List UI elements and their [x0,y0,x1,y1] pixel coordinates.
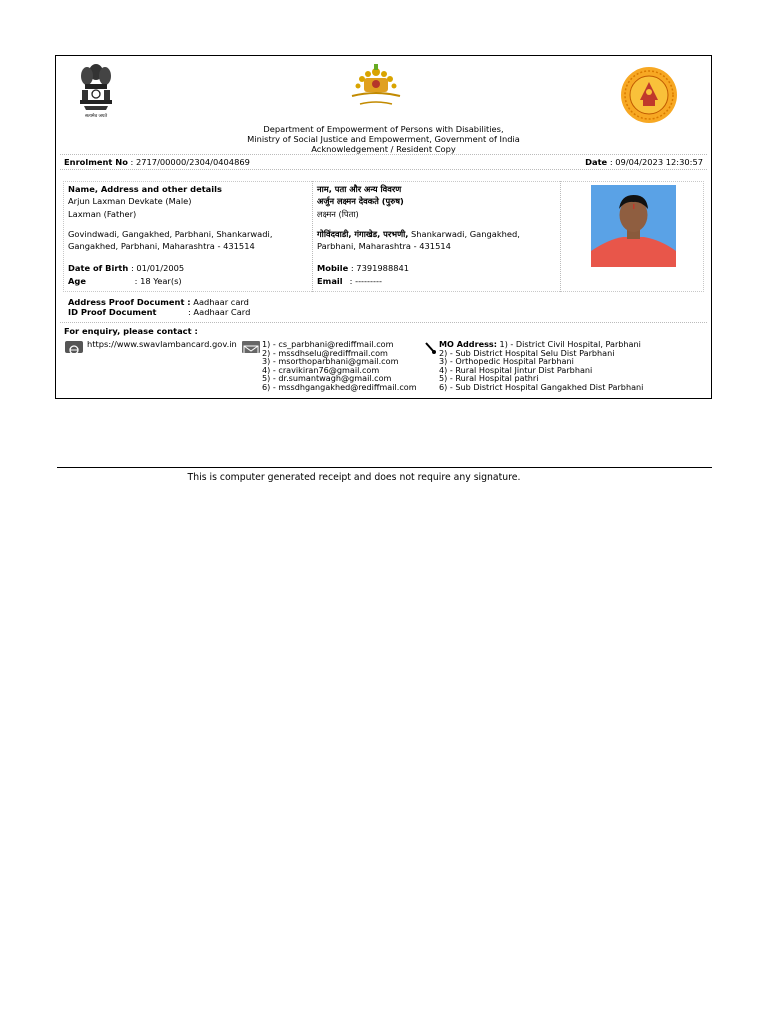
date-value: : 09/04/2023 12:30:57 [609,157,703,167]
doctor-icon [424,340,436,354]
browser-icon [65,341,83,353]
enrolment-label: Enrolment No [64,157,128,167]
father-name-hindi: लक्ष्मन (पिता) [317,209,359,219]
id-proof-value: : Aadhaar Card [188,307,251,317]
id-proof [68,307,250,318]
mo-address-item: 5) - Rural Hospital pathri [439,373,539,383]
email-item[interactable]: 6) - mssdhgangakhed@rediffmail.com [262,381,417,392]
email-value: : --------- [349,276,383,286]
document-title: Acknowledgement / Resident Copy [311,144,456,154]
enquiry-heading: For enquiry, please contact : [64,326,198,336]
acknowledgement-card [55,55,712,399]
department-line: Department of Empowerment of Persons with Disabilities, [263,124,504,134]
mo-address-item: 3) - Orthopedic Hospital Parbhani [439,356,574,366]
email-item[interactable]: 1) - cs_parbhani@rediffmail.com [262,339,394,349]
age-label: Age [68,276,86,286]
address-line-2: Gangakhed, Parbhani, Maharashtra - 431514 [68,241,255,251]
address-line-2-hindi: Parbhani, Maharashtra - 431514 [317,241,451,251]
website-link[interactable]: https://www.swavlambancard.gov.in [87,339,237,349]
applicant-photo [591,185,676,267]
footer-divider [57,467,712,468]
dob-label: Date of Birth [68,263,129,273]
dob-value: : 01/01/2005 [130,263,185,273]
mo-address-list [439,340,643,391]
mo-address-label: MO Address: [439,339,497,349]
age [68,276,182,287]
email [317,276,382,287]
email-list [262,340,417,391]
address-line-1-hindi [317,229,520,240]
mo-address-item: 1) - District Civil Hospital, Parbhani [496,339,641,349]
address-line-1-devanagari: गोविंदवाडी, गंगाखेड, परभणी, [317,229,409,239]
age-value: : 18 Year(s) [134,276,182,286]
applicant-name-hindi: अर्जुन लक्ष्मन देवकते (पुरुष) [317,196,404,206]
national-emblem-icon [76,62,116,120]
details-heading: Name, Address and other details [68,184,222,194]
mo-address-item: 4) - Rural Hospital Jintur Dist Parbhani [439,364,593,375]
swavlamban-logo-icon [346,62,406,110]
email-label: Email [317,276,343,286]
footer-note: This is computer generated receipt and does not require any signature. [187,472,521,483]
mo-address-item: 2) - Sub District Hospital Selu Dist Parbhani [439,347,615,358]
applicant-name: Arjun Laxman Devkate (Male) [68,196,192,206]
address-line-1-latin: Shankarwadi, Gangakhed, [408,229,520,239]
date-of-birth [68,263,184,274]
father-name: Laxman (Father) [68,209,137,219]
id-proof-label: ID Proof Document [68,307,157,317]
address-proof-label: Address Proof Document : [68,297,191,307]
email-item[interactable]: 3) - msorthoparbhani@gmail.com [262,356,399,366]
ministry-line: Ministry of Social Justice and Empowerment, Government of India [247,134,520,144]
email-item[interactable]: 2) - mssdhselu@rediffmail.com [262,347,388,358]
date-label: Date [585,157,608,167]
address-proof [68,297,249,308]
receipt-date [585,157,703,168]
address-proof-value: Aadhaar card [190,297,249,307]
address-line-1: Govindwadi, Gangakhed, Parbhani, Shankarwadi, [68,229,273,239]
mo-address-item: 6) - Sub District Hospital Gangakhed Dist Parbhani [439,381,644,392]
enrolment-number [64,157,250,168]
mail-icon [242,341,260,353]
maharashtra-seal-icon [620,66,678,124]
mobile-label: Mobile [317,263,349,273]
email-item[interactable]: 5) - dr.sumantwagh@gmail.com [262,373,392,383]
details-heading-hindi: नाम, पता और अन्य विवरण [317,184,402,194]
mobile [317,263,409,274]
emblem-motto: सत्यमेव जयते [84,114,108,119]
mobile-value: : 7391988841 [350,263,410,273]
email-item[interactable]: 4) - cravikiran76@gmail.com [262,364,380,375]
enrolment-value: : 2717/00000/2304/0404869 [130,157,250,167]
